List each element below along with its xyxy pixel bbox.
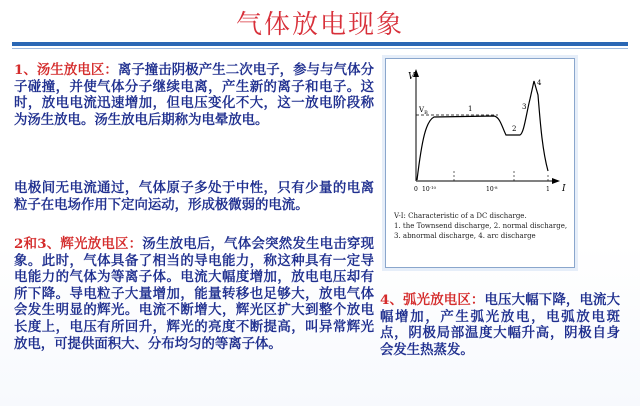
caption-line-2: 1. the Townsend discharge, 2. normal discharge, xyxy=(394,222,568,230)
x-axis-arrow xyxy=(552,178,560,184)
title-divider xyxy=(12,42,628,46)
townsend-paragraph xyxy=(14,62,374,128)
caption-line-3: 3. abnormal discharge, 4. arc discharge xyxy=(394,232,536,240)
y-axis-label: V xyxy=(408,72,415,82)
figure-caption xyxy=(394,211,572,241)
x-tick-0: 0 xyxy=(414,186,418,193)
discharge-curve xyxy=(417,81,548,180)
no-current-body: 电极间无电流通过，气体原子多处于中性，只有少量的电离粒子在电场作用下定向运动，形成极微弱的电流。 xyxy=(14,180,374,213)
caption-line-1: V-I: Characteristic of a DC discharge. xyxy=(394,212,527,220)
x-axis-label: I xyxy=(562,184,566,194)
arc-paragraph xyxy=(380,292,620,358)
glow-paragraph xyxy=(14,236,374,352)
title-divider-thin xyxy=(12,48,628,49)
vb-label: $V_B$ xyxy=(419,106,428,116)
region-label-4: 4 xyxy=(537,79,542,87)
glow-heading: 2和3、辉光放电区： xyxy=(14,236,143,252)
region-label-1: 1 xyxy=(468,105,473,113)
vi-curve-diagram xyxy=(386,59,576,209)
x-tick-2: $10^{-8}$ xyxy=(486,185,498,193)
no-current-paragraph xyxy=(14,180,374,213)
arc-body: 电压大幅下降，电流大幅增加，产生弧光放电，电弧放电斑点，阴极局部温度大幅升高，阴极自身会发生热蒸发。 xyxy=(380,292,620,358)
arc-heading: 4、弧光放电区： xyxy=(380,292,485,308)
slide-title: 气体放电现象 xyxy=(235,10,404,40)
x-tick-3: 1 xyxy=(546,186,550,193)
townsend-body: 离子撞击阴极产生二次电子，参与与气体分子碰撞，并使气体分子继续电离，产生新的离子和电子。这时，放电电流迅速增加，但电压变化不大，这一放电阶段称为汤生放电。汤生放电后期称为电晕放电。 xyxy=(14,62,374,128)
region-label-3: 3 xyxy=(522,103,527,111)
townsend-heading: 1、汤生放电区： xyxy=(14,62,118,78)
vi-characteristic-figure xyxy=(385,58,575,268)
x-tick-1: $10^{-10}$ xyxy=(422,185,437,193)
region-label-2: 2 xyxy=(512,125,517,133)
glow-body: 汤生放电后，气体会突然发生电击穿现象。此时，气体具备了相当的导电能力，称这种具有一定导电能力的气体为等离子体。电流大幅度增加，放电电压却有所下降。导电粒子大量增加，能量转移也足够大，放电气体会发生明显的辉光。电流不断增大，辉光区扩大到整个放电长度上，电压有所回升，辉光的亮度不断提高，叫异常辉光放电，可提供面积大、分布均匀的等离子体。 xyxy=(14,236,374,352)
